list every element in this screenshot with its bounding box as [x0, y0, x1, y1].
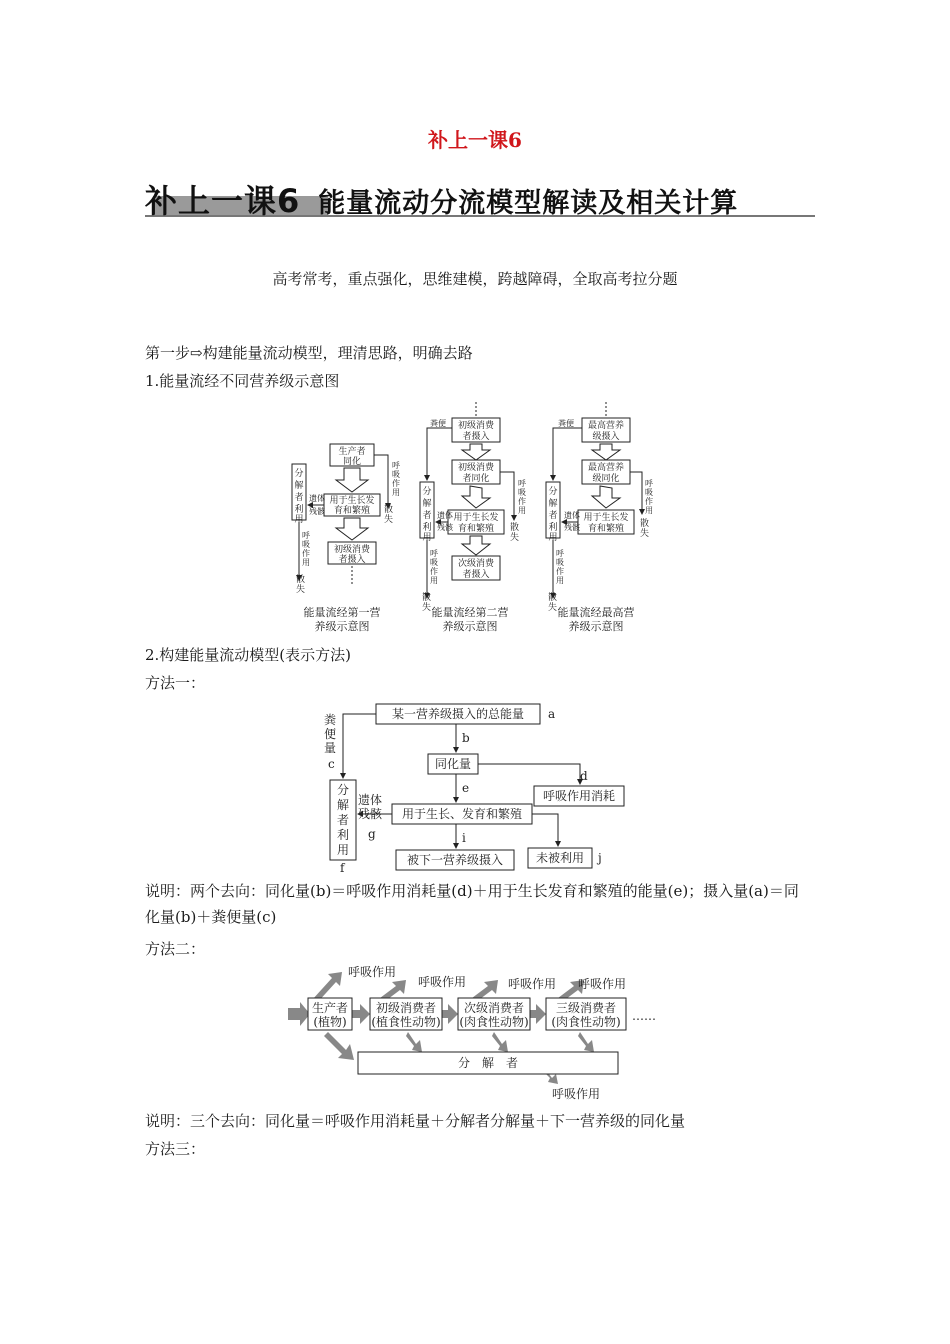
step1-heading: 第一步⇨构建能量流动模型，理清思路，明确去路 — [145, 344, 473, 362]
svg-text:利: 利 — [294, 505, 304, 515]
caption1-l1: 能量流经第一营 — [303, 606, 381, 619]
section1-title: 1.能量流经不同营养级示意图 — [145, 372, 340, 390]
svg-text:养级示意图: 养级示意图 — [442, 620, 498, 633]
svg-text:吸: 吸 — [302, 540, 310, 549]
svg-text:失: 失 — [548, 603, 558, 613]
svg-text:呼: 呼 — [392, 461, 400, 470]
m1-total-text: 某一营养级摄入的总能量 — [391, 707, 525, 721]
svg-text:散: 散 — [422, 593, 432, 603]
m2-ellipsis: …… — [632, 1009, 656, 1023]
svg-text:初级消费: 初级消费 — [457, 463, 495, 473]
red-title: 补上一课6 — [428, 128, 522, 152]
m1-g: g — [368, 827, 376, 841]
svg-text:用: 用 — [518, 506, 526, 515]
svg-text:分: 分 — [336, 783, 350, 797]
svg-text:最高营养: 最高营养 — [587, 421, 625, 431]
svg-text:级同化: 级同化 — [592, 474, 620, 484]
svg-text:育和繁殖: 育和繁殖 — [457, 524, 495, 534]
method2-label: 方法二： — [145, 940, 206, 958]
svg-text:者: 者 — [336, 813, 350, 827]
svg-text:失: 失 — [510, 533, 520, 543]
m1-i: i — [462, 831, 466, 845]
m1-e: e — [462, 781, 470, 795]
m2-resp-4: 呼吸作用 — [578, 977, 627, 991]
m2-primary: 初级消费者 — [375, 1001, 437, 1015]
m2-resp-1: 呼吸作用 — [348, 965, 397, 979]
m2-producer: 生产者 — [311, 1001, 349, 1015]
svg-text:吸: 吸 — [430, 558, 438, 567]
svg-text:散: 散 — [510, 523, 520, 533]
svg-text:用: 用 — [392, 488, 400, 497]
svg-text:能量流经最高营: 能量流经最高营 — [557, 606, 635, 619]
method1-diagram — [310, 700, 630, 878]
svg-text:养级示意图: 养级示意图 — [568, 620, 624, 633]
svg-text:残骸: 残骸 — [309, 507, 325, 516]
banner-text — [145, 176, 738, 222]
svg-text:吸: 吸 — [645, 488, 653, 497]
svg-text:遗体: 遗体 — [564, 511, 580, 520]
svg-text:级摄入: 级摄入 — [592, 432, 620, 442]
svg-text:用: 用 — [336, 843, 350, 857]
subtitle: 高考常考，重点强化，思维建模，跨越障碍，全取高考拉分题 — [272, 270, 678, 288]
svg-text:用于生长发: 用于生长发 — [453, 513, 499, 523]
svg-text:失: 失 — [384, 515, 394, 525]
svg-text:最高营养: 最高营养 — [587, 463, 625, 473]
svg-text:散: 散 — [640, 519, 650, 529]
m1-unused-text: 未被利用 — [535, 851, 585, 865]
m1-growth-text: 用于生长、发育和繁殖 — [401, 807, 523, 821]
svg-text:解: 解 — [422, 499, 432, 509]
svg-text:遗体: 遗体 — [358, 793, 383, 807]
svg-text:失: 失 — [640, 529, 650, 539]
svg-text:者摄入: 者摄入 — [338, 555, 366, 565]
svg-text:作: 作 — [518, 497, 526, 506]
caption1-l2: 养级示意图 — [314, 620, 370, 633]
svg-text:解: 解 — [548, 499, 558, 509]
svg-text:呼: 呼 — [645, 479, 653, 488]
svg-text:利: 利 — [422, 523, 432, 533]
banner-lesson: 补上一课6 — [145, 182, 301, 220]
svg-text:者: 者 — [294, 493, 304, 503]
svg-text:解: 解 — [336, 798, 350, 812]
svg-text:能量流经第二营: 能量流经第二营 — [431, 606, 509, 619]
svg-text:初级消费: 初级消费 — [333, 545, 371, 555]
svg-text:呼: 呼 — [430, 549, 438, 558]
title-banner — [145, 172, 815, 220]
m2-decomposer: 分 解 者 — [457, 1056, 519, 1070]
method2-note: 说明：三个去向：同化量＝呼吸作用消耗量＋分解者分解量＋下一营养级的同化量 — [145, 1112, 686, 1130]
m2-tertiary: 三级消费者 — [555, 1001, 617, 1015]
svg-text:者摄入: 者摄入 — [462, 432, 490, 442]
svg-text:用: 用 — [302, 558, 310, 567]
svg-text:用: 用 — [294, 515, 304, 525]
m2-secondary-sub: (肉食性动物) — [459, 1015, 529, 1029]
svg-text:呼: 呼 — [556, 549, 564, 558]
m1-next-text: 被下一营养级摄入 — [406, 853, 504, 867]
m1-c: c — [328, 757, 335, 771]
svg-text:吸: 吸 — [556, 558, 564, 567]
m2-tertiary-sub: (肉食性动物) — [551, 1015, 621, 1029]
svg-text:者: 者 — [548, 511, 558, 521]
svg-text:残骸: 残骸 — [564, 523, 580, 532]
p1-intake-l2: 同化 — [342, 457, 362, 467]
svg-text:粪: 粪 — [324, 713, 337, 727]
svg-text:遗体: 遗体 — [437, 511, 453, 520]
svg-text:吸: 吸 — [518, 488, 526, 497]
svg-text:失: 失 — [422, 603, 432, 613]
svg-text:用: 用 — [548, 533, 558, 543]
svg-text:利: 利 — [548, 523, 558, 533]
svg-text:粪便: 粪便 — [558, 419, 574, 428]
svg-text:初级消费: 初级消费 — [457, 421, 495, 431]
svg-text:分: 分 — [548, 487, 558, 497]
banner-topic: 能量流动分流模型解读及相关计算 — [318, 188, 739, 219]
svg-text:作: 作 — [430, 567, 438, 576]
energy-flow-panels — [280, 398, 660, 638]
p1-hollow-arrow-1 — [336, 468, 368, 492]
svg-text:用于生长发: 用于生长发 — [329, 496, 375, 506]
svg-text:者摄入: 者摄入 — [462, 570, 490, 580]
svg-text:用于生长发: 用于生长发 — [583, 513, 629, 523]
svg-text:作: 作 — [556, 567, 564, 576]
m2-resp-2: 呼吸作用 — [418, 975, 467, 989]
svg-text:散: 散 — [384, 505, 394, 515]
section2-title: 2.构建能量流动模型(表示方法) — [145, 646, 352, 664]
m1-b: b — [462, 731, 470, 745]
svg-text:粪便: 粪便 — [430, 419, 446, 428]
method1-label: 方法一： — [145, 674, 206, 692]
svg-text:分: 分 — [422, 487, 432, 497]
svg-text:作: 作 — [392, 479, 400, 488]
svg-text:呼: 呼 — [518, 479, 526, 488]
svg-text:用: 用 — [430, 576, 438, 585]
p1-intake-l1: 生产者 — [338, 447, 366, 457]
m1-f: f — [340, 861, 345, 875]
svg-text:利: 利 — [336, 828, 350, 842]
method1-note: 说明：两个去向：同化量(b)＝呼吸作用消耗量(d)＋用于生长发育和繁殖的能量(e)；摄入量(a)＝同化量(b)＋粪便量(c) — [145, 882, 799, 926]
m1-j: j — [598, 851, 602, 865]
m1-resp-text: 呼吸作用消耗 — [542, 789, 616, 803]
svg-text:残骸: 残骸 — [437, 523, 453, 532]
m2-primary-sub: (植食性动物) — [371, 1015, 441, 1029]
m1-d: d — [580, 769, 588, 783]
svg-text:呼: 呼 — [302, 531, 310, 540]
method3-label: 方法三： — [145, 1140, 206, 1158]
svg-text:用: 用 — [645, 506, 653, 515]
svg-text:用: 用 — [556, 576, 564, 585]
p1-hollow-arrow-2 — [336, 518, 368, 540]
method2-diagram — [288, 964, 668, 1104]
svg-text:残骸: 残骸 — [358, 807, 383, 821]
svg-text:量: 量 — [324, 741, 337, 755]
svg-text:育和繁殖: 育和繁殖 — [587, 524, 625, 534]
svg-text:便: 便 — [324, 727, 337, 741]
m1-assim-text: 同化量 — [434, 757, 472, 771]
m2-resp-3: 呼吸作用 — [508, 977, 557, 991]
svg-text:用: 用 — [422, 533, 432, 543]
svg-text:者: 者 — [422, 511, 432, 521]
svg-text:散: 散 — [548, 593, 558, 603]
svg-text:作: 作 — [645, 497, 653, 506]
svg-text:者同化: 者同化 — [462, 474, 490, 484]
svg-text:育和繁殖: 育和繁殖 — [333, 506, 371, 516]
svg-text:解: 解 — [294, 481, 304, 491]
svg-text:吸: 吸 — [392, 470, 400, 479]
svg-text:散: 散 — [296, 575, 306, 585]
m2-resp-5: 呼吸作用 — [552, 1087, 601, 1101]
m1-a: a — [548, 707, 556, 721]
svg-text:作: 作 — [302, 549, 310, 558]
m2-secondary: 次级消费者 — [463, 1001, 525, 1015]
svg-text:次级消费: 次级消费 — [457, 559, 495, 569]
svg-text:分: 分 — [294, 469, 304, 479]
m2-producer-sub: (植物) — [313, 1015, 347, 1029]
svg-text:遗体: 遗体 — [309, 494, 325, 503]
svg-text:失: 失 — [296, 585, 306, 595]
